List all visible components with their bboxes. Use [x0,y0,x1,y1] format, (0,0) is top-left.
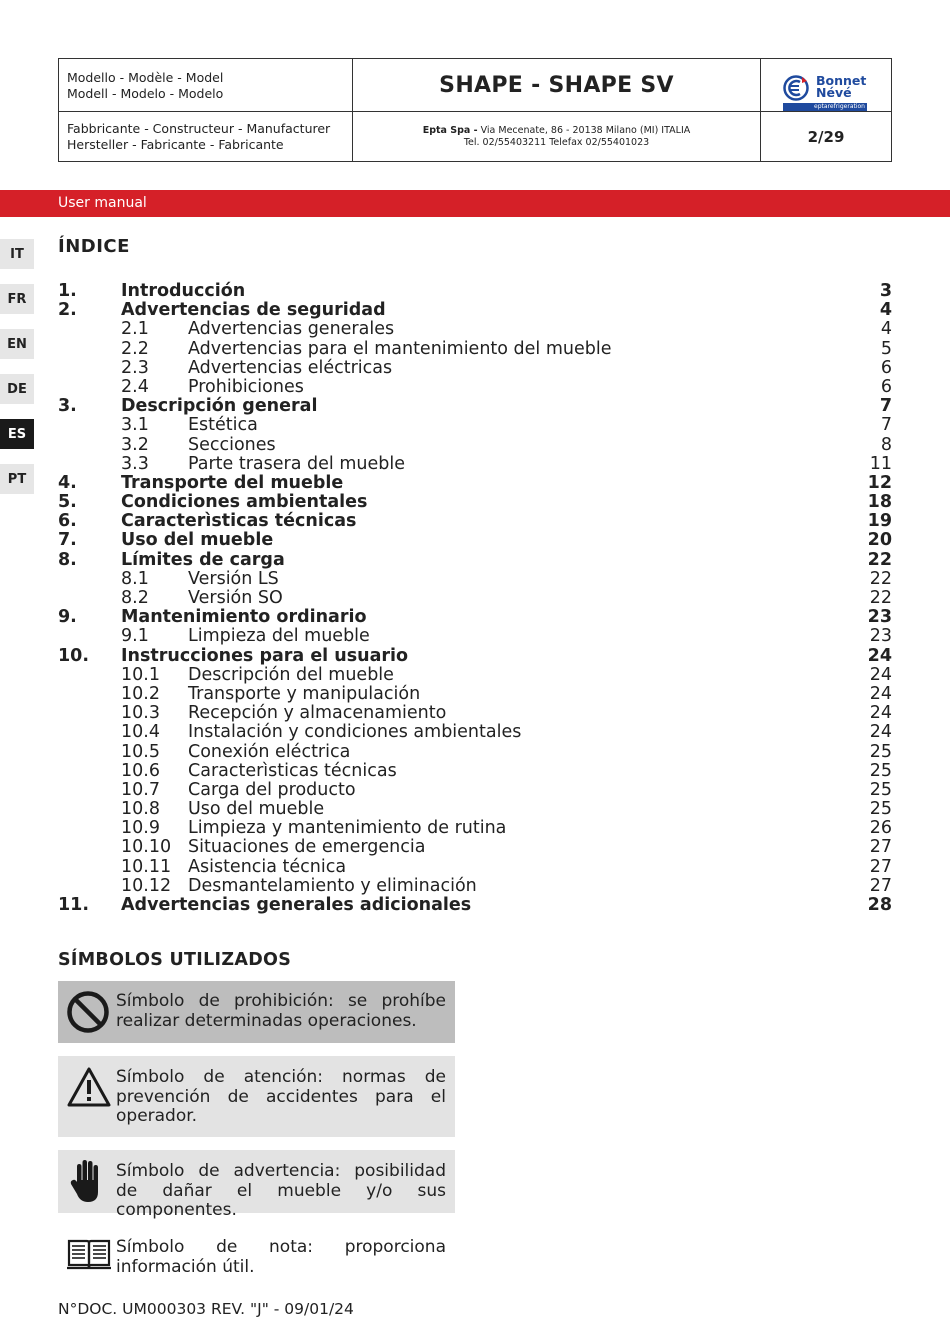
toc-entry[interactable] [58,589,892,608]
toc-entry-page: 22 [869,588,892,608]
toc-entry-title: Caracterìsticas técnicas [121,511,357,532]
toc-entry-title: Advertencias generales [188,319,395,340]
toc-entry-number: 8.2 [121,588,149,608]
toc-entry-title: Límites de carga [121,549,285,570]
logo-brand-line-1: Bonnet [816,73,867,88]
model-label-line-2: Modell - Modelo - Modelo [67,86,224,101]
toc-entry-title: Limpieza y mantenimiento de rutina [188,818,507,839]
toc-entry-title: Uso del mueble [188,799,325,820]
toc-entry-number: 8. [58,549,77,570]
toc-entry-page: 4 [880,319,892,340]
index-title: ÍNDICE [58,236,130,257]
toc-entry-page: 18 [867,492,892,513]
symbol-note-box [58,1233,455,1275]
toc-entry-page: 12 [867,472,892,493]
toc-entry-page: 27 [869,875,892,896]
toc-entry-page: 7 [880,415,892,436]
toc-entry-number: 4. [58,472,77,493]
toc-entry-page: 6 [880,357,892,378]
toc-entry-title: Descripción del mueble [188,664,394,685]
symbol-note-text: Símbolo de nota: proporciona información útil. [116,1237,446,1277]
table-of-contents [58,282,892,915]
toc-entry-page: 19 [867,511,892,532]
toc-entry[interactable] [58,301,892,320]
toc-entry-title: Advertencias de seguridad [121,300,386,321]
logo-brand-line-2: Névé [816,85,852,100]
toc-entry[interactable] [58,320,892,339]
toc-entry[interactable] [58,858,892,877]
toc-entry-title: Advertencias eléctricas [188,357,393,378]
document-number: N°DOC. UM000303 REV. "J" - 09/01/24 [58,1300,354,1318]
section-band [0,190,950,217]
symbols-title: SÍMBOLOS UTILIZADOS [58,950,292,970]
toc-entry[interactable] [58,723,892,742]
toc-entry-number: 10.12 [121,875,172,896]
manufacturer-contact: Tel. 02/55403211 Telefax 02/55401023 [463,136,650,148]
toc-entry[interactable] [58,685,892,704]
toc-entry-number: 10.1 [121,664,160,685]
toc-entry[interactable] [58,877,892,896]
toc-entry-page: 28 [867,895,892,915]
toc-entry-title: Transporte del mueble [121,472,344,493]
toc-entry[interactable] [58,743,892,762]
toc-entry-title: Estética [188,415,258,436]
language-tab-es[interactable]: ES [0,419,34,449]
toc-entry-title: Versión SO [188,588,283,608]
toc-entry-page: 8 [880,434,892,455]
toc-entry-number: 10.4 [121,722,160,743]
toc-entry-page: 25 [869,779,892,800]
toc-entry-title: Parte trasera del mueble [188,453,405,474]
symbol-warning-text: Símbolo de atención: normas de prevención de accidentes para el operador. [116,1067,446,1126]
toc-entry-number: 2. [58,300,77,321]
manufacturer-name: Epta Spa - [422,124,478,136]
toc-entry-number: 3. [58,396,77,417]
toc-entry[interactable] [58,378,892,397]
toc-entry-title: Transporte y manipulación [188,683,421,704]
prohibition-icon [66,990,110,1034]
toc-entry-number: 10.5 [121,741,160,762]
language-tabs [0,239,34,509]
model-label [59,59,353,112]
toc-entry[interactable] [58,608,892,627]
toc-entry[interactable] [58,416,892,435]
toc-entry-page: 24 [869,664,892,685]
toc-entry[interactable] [58,531,892,550]
logo-subtitle: eptarefrigeration [783,103,867,111]
toc-entry[interactable] [58,340,892,359]
language-tab-en[interactable]: EN [0,329,34,359]
toc-entry-title: Instrucciones para el usuario [121,645,409,666]
symbol-advice-box [58,1150,455,1220]
symbol-advice-text: Símbolo de advertencia: posibilidad de dañar el mueble y/o sus componentes. [116,1161,446,1220]
brand-logo [761,59,891,112]
toc-entry-title: Descripción general [121,396,318,417]
toc-entry-page: 25 [869,760,892,781]
toc-entry-number: 10.3 [121,703,160,724]
toc-entry[interactable] [58,819,892,838]
toc-entry-number: 8.1 [121,568,149,589]
toc-entry-number: 6. [58,511,77,532]
toc-entry-page: 24 [869,722,892,743]
toc-entry-page: 11 [869,453,892,474]
toc-entry-title: Desmantelamiento y eliminación [188,875,477,896]
language-tab-pt[interactable]: PT [0,464,34,494]
toc-entry[interactable] [58,436,892,455]
manufacturer-info [353,112,761,161]
toc-entry-number: 10.2 [121,683,160,704]
toc-entry-number: 10.11 [121,856,172,877]
toc-entry-title: Situaciones de emergencia [188,837,426,858]
model-label-line-1: Modello - Modèle - Model [67,70,224,85]
toc-entry-page: 23 [869,626,892,647]
toc-entry[interactable] [58,704,892,723]
language-tab-de[interactable]: DE [0,374,34,404]
toc-entry-number: 7. [58,530,77,551]
toc-entry-title: Advertencias para el mantenimiento del mueble [188,338,612,359]
model-name: SHAPE - SHAPE SV [353,59,761,112]
toc-entry-title: Mantenimiento ordinario [121,607,367,628]
toc-entry-number: 2.2 [121,338,149,359]
hand-stop-icon [70,1158,104,1204]
toc-entry[interactable] [58,282,892,301]
toc-entry-title: Condiciones ambientales [121,492,368,513]
toc-entry-page: 7 [879,396,892,417]
language-tab-it[interactable]: IT [0,239,34,269]
toc-entry[interactable] [58,359,892,378]
toc-entry-page: 24 [869,683,892,704]
toc-entry-page: 20 [867,530,892,551]
toc-entry-page: 24 [869,703,892,724]
section-band-label: User manual [58,195,147,211]
manufacturer-address-line [423,125,691,137]
toc-entry-number: 2.1 [121,319,149,340]
toc-entry-page: 5 [880,338,892,359]
toc-entry-title: Carga del producto [188,779,356,800]
toc-entry-number: 9.1 [121,626,149,647]
toc-entry[interactable] [58,455,892,474]
toc-entry-page: 25 [869,799,892,820]
toc-entry-title: Instalación y condiciones ambientales [188,722,522,743]
toc-entry-page: 27 [869,837,892,858]
toc-entry-number: 11. [58,895,90,915]
toc-entry-page: 27 [869,856,892,877]
toc-entry-title: Introducción [121,281,246,301]
toc-entry-number: 10.10 [121,837,172,858]
toc-entry[interactable] [58,896,892,915]
toc-entry-page: 22 [867,549,892,570]
page-number: 2/29 [807,127,845,146]
toc-entry-number: 10.8 [121,799,160,820]
symbol-warning-box [58,1056,455,1137]
toc-entry-title: Asistencia técnica [188,856,347,877]
toc-entry[interactable] [58,397,892,416]
toc-entry-page: 22 [869,568,892,589]
toc-entry[interactable] [58,781,892,800]
toc-entry[interactable] [58,627,892,646]
manufacturer-label-line-1: Fabbricante - Constructeur - Manufacturer [67,121,331,136]
language-tab-fr[interactable]: FR [0,284,34,314]
brand-logo-icon [783,75,809,101]
toc-entry[interactable] [58,493,892,512]
warning-triangle-icon [66,1066,112,1108]
toc-entry[interactable] [58,474,892,493]
document-header [58,58,892,162]
toc-entry[interactable] [58,838,892,857]
toc-entry-page: 4 [879,300,892,321]
toc-entry-number: 10. [58,645,90,666]
toc-entry-number: 2.4 [121,376,149,397]
toc-entry-number: 3.2 [121,434,149,455]
toc-entry-page: 3 [879,281,892,301]
toc-entry[interactable] [58,666,892,685]
toc-entry[interactable] [58,647,892,666]
toc-entry-number: 9. [58,607,77,628]
toc-entry-number: 5. [58,492,77,513]
toc-entry-title: Recepción y almacenamiento [188,703,447,724]
toc-entry-title: Advertencias generales adicionales [121,895,472,915]
open-book-icon [66,1237,112,1271]
toc-entry-page: 24 [867,645,892,666]
manufacturer-label [59,112,353,161]
manufacturer-address: Via Mecenate, 86 - 20138 Milano (MI) ITALIA [477,124,691,136]
toc-entry-number: 3.1 [121,415,149,436]
toc-entry-number: 1. [58,281,77,301]
toc-entry-number: 2.3 [121,357,149,378]
toc-entry-number: 10.9 [121,818,160,839]
toc-entry-title: Prohibiciones [188,376,304,397]
manufacturer-label-line-2: Hersteller - Fabricante - Fabricante [67,137,284,152]
toc-entry-title: Secciones [188,434,276,455]
toc-entry[interactable] [58,800,892,819]
toc-entry-number: 10.6 [121,760,160,781]
toc-entry-number: 3.3 [121,453,149,474]
toc-entry-page: 25 [869,741,892,762]
toc-entry-title: Uso del mueble [121,530,274,551]
toc-entry[interactable] [58,762,892,781]
toc-entry-title: Conexión eléctrica [188,741,351,762]
toc-entry[interactable] [58,551,892,570]
toc-entry-page: 23 [867,607,892,628]
toc-entry-page: 26 [869,818,892,839]
symbol-prohibition-text: Símbolo de prohibición: se prohíbe realizar determinadas operaciones. [116,991,446,1031]
symbol-prohibition-box [58,981,455,1043]
toc-entry-number: 10.7 [121,779,160,800]
toc-entry-title: Limpieza del mueble [188,626,370,647]
toc-entry[interactable] [58,512,892,531]
toc-entry-title: Caracterìsticas técnicas [188,760,397,781]
toc-entry-page: 6 [880,376,892,397]
toc-entry[interactable] [58,570,892,589]
toc-entry-title: Versión LS [188,568,279,589]
